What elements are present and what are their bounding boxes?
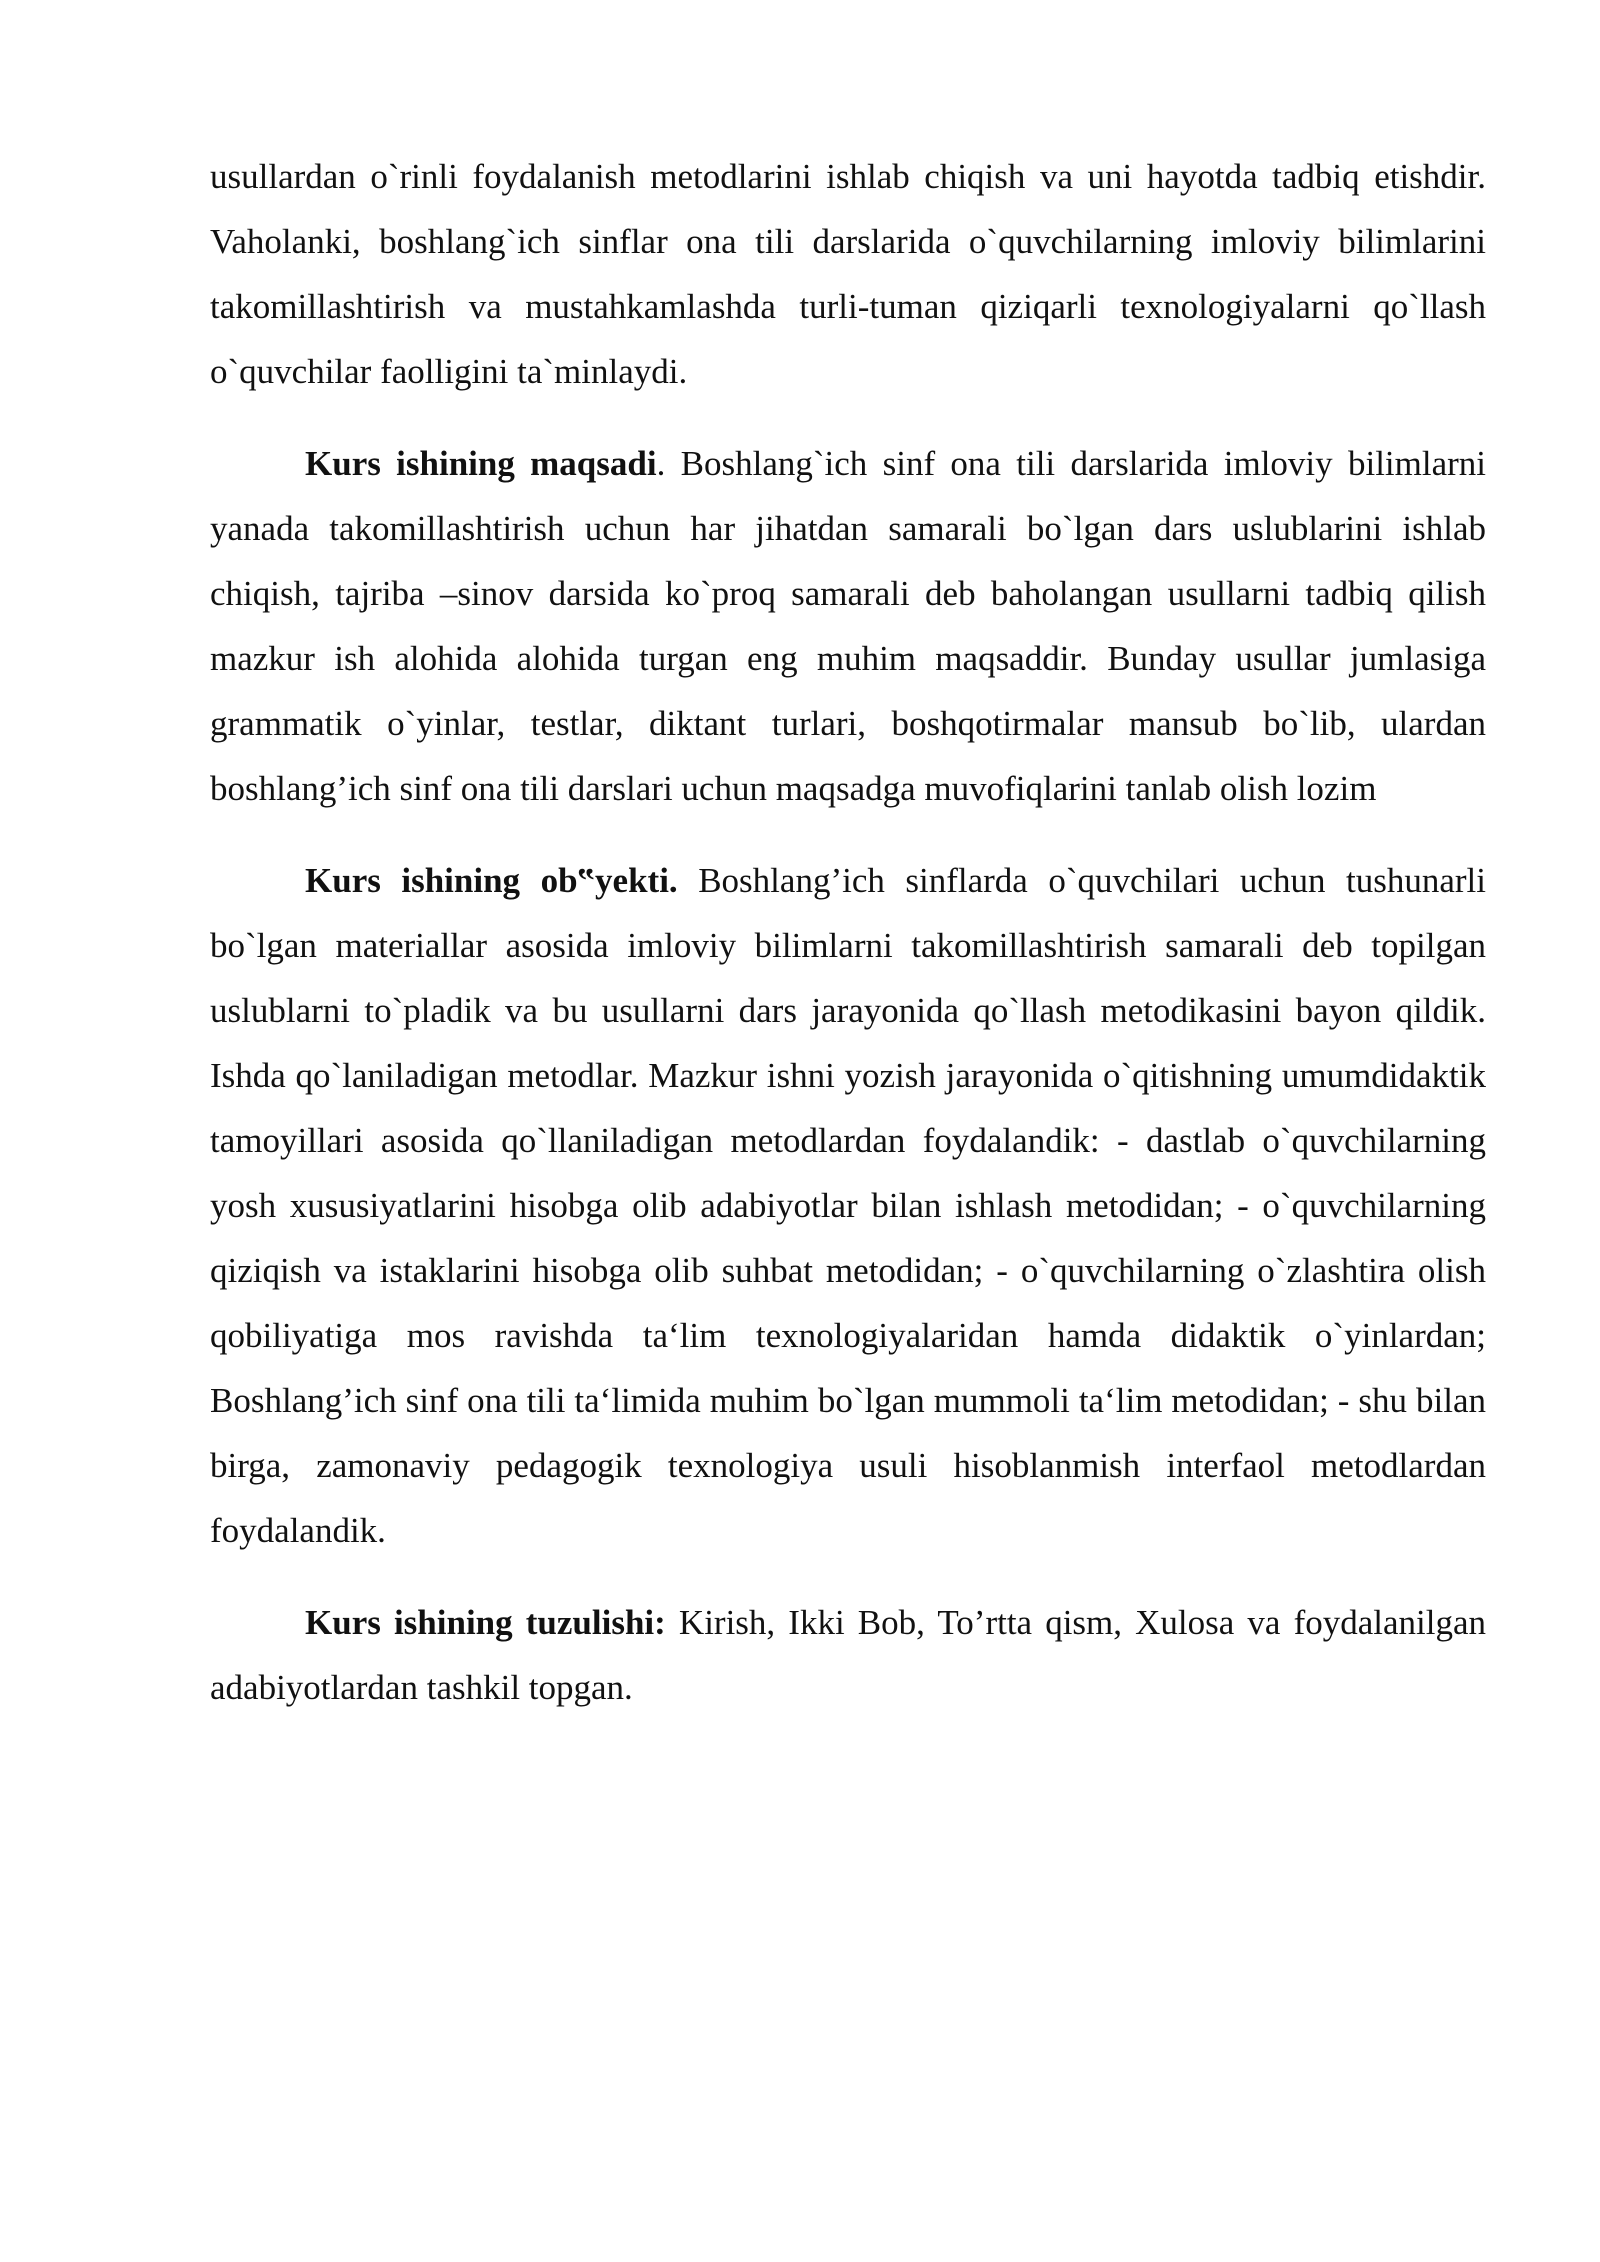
- paragraph-text: Boshlang’ich sinflarda o`quvchilari uchun tushunarli bo`lgan materiallar asosida imloviy bilimlarni takomillashtirish samarali deb topilgan uslublarni to`pladik va bu usullarni dars jarayonida qo`llash metodikasini bayon qildik. Ishda qo`laniladigan metodlar. Mazkur ishni yozish jarayonida o`qitishning umumdidaktik tamoyillari asosida qo`llaniladigan metodlardan foydalandik: - dastlab o`quvchilarning yosh xususiyatlarini hisobga olib adabiyotlar bilan ishlash metodidan; - o`quvchilarning qiziqish va istaklarini hisobga olib suhbat metodidan; - o`quvchilarning o`zlashtira olish qobiliyatiga mos ravishda ta‘lim texnologiyalaridan hamda didaktik o`yinlardan; Boshlang’ich sinf ona tili ta‘limida muhim bo`lgan mummoli ta‘lim metodidan; - shu bilan birga, zamonaviy pedagogik texnologiya usuli hisoblanmish interfaol metodlardan foydalandik.: [210, 861, 1486, 1550]
- paragraph-course-object: [210, 848, 1486, 1563]
- paragraph-text: . Boshlang`ich sinf ona tili darslarida imloviy bilimlarni yanada takomillashtirish uchun har jihatdan samarali bo`lgan dars uslublarini ishlab chiqish, tajriba –sinov darsida ko`proq samarali deb baholangan usullarni tadbiq qilish mazkur ish alohida alohida turgan eng muhim maqsaddir. Bunday usullar jumlasiga grammatik o`yinlar, testlar, diktant turlari, boshqotirmalar mansub bo`lib, ulardan boshlang’ich sinf ona tili darslari uchun maqsadga muvofiqlarini tanlab olish lozim: [210, 444, 1487, 808]
- paragraph-course-structure: [210, 1590, 1486, 1720]
- paragraph-course-goal: [210, 431, 1486, 821]
- page-content: [210, 144, 1486, 1720]
- paragraph-continuation: [210, 144, 1486, 404]
- paragraph-heading: Kurs ishining tuzulishi:: [305, 1603, 666, 1642]
- paragraph-text: Kirish, Ikki Bob, To’rtta qism, Xulosa va foydalanilgan adabiyotlardan tashkil topgan.: [210, 1603, 1486, 1707]
- paragraph-heading: Kurs ishining ob‟yekti.: [305, 861, 678, 900]
- paragraph-heading: Kurs ishining maqsadi: [305, 444, 657, 483]
- paragraph-text: usullardan o`rinli foydalanish metodlarini ishlab chiqish va uni hayotda tadbiq etishdir. Vaholanki, boshlang`ich sinflar ona tili darslarida o`quvchilarning imloviy bilimlarini takomillashtirish va mustahkamlashda turli-tuman qiziqarli texnologiyalarni qo`llash o`quvchilar faolligini ta`minlaydi.: [210, 157, 1486, 391]
